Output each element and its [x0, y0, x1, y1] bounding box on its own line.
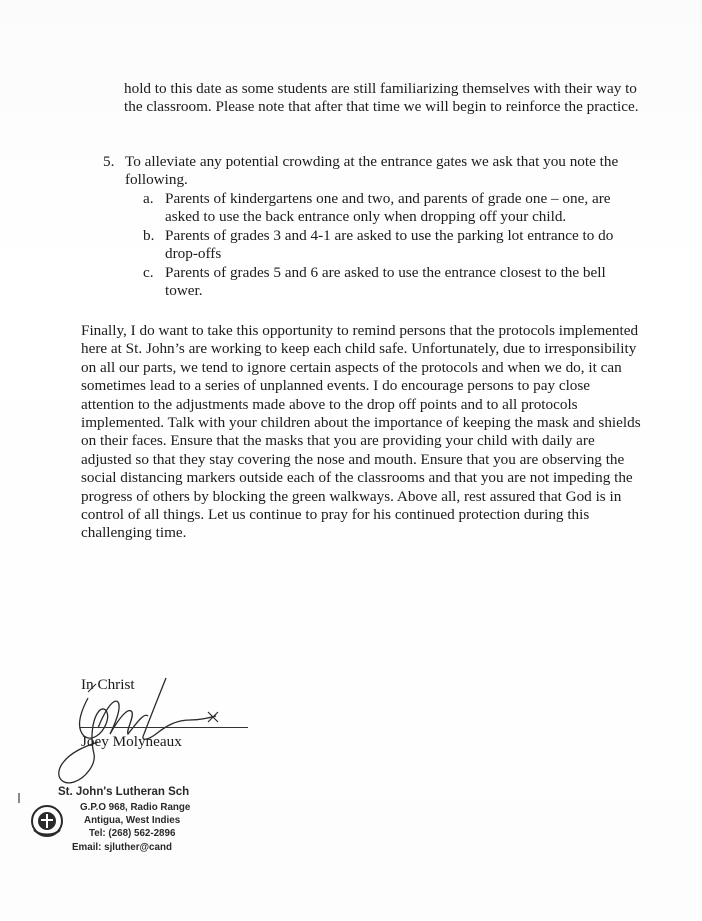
school-stamp: [28, 780, 228, 870]
stamp-address: G.P.O 968, Radio Range: [80, 802, 191, 813]
scan-mark: [18, 793, 20, 803]
stamp-email: Email: sjluther@cand: [72, 842, 172, 853]
signatory-name: Joey Molyneaux: [81, 733, 182, 750]
stamp-school-name: St. John's Lutheran Sch: [58, 786, 190, 798]
sub-item-letter: a.: [143, 190, 154, 207]
sub-item-text: Parents of grades 5 and 6 are asked to use the entrance closest to the bell tower.: [165, 263, 606, 300]
stamp-location: Antigua, West Indies: [84, 815, 181, 826]
sub-item-c: [143, 264, 643, 301]
school-seal-icon: [30, 804, 64, 838]
sub-item-text: Parents of grades 3 and 4-1 are asked to use the parking lot entrance to do drop-offs: [165, 226, 614, 263]
closing-salutation: In Christ: [81, 676, 135, 693]
signature-line: [80, 727, 248, 728]
sub-item-b: [143, 227, 643, 264]
stamp-telephone: Tel: (268) 562-2896: [89, 828, 176, 839]
list-item-intro: To alleviate any potential crowding at the entrance gates we ask that you note the following.: [125, 153, 619, 189]
sub-list: [143, 190, 643, 300]
continuation-paragraph: hold to this date as some students are still familiarizing themselves with their way to the classroom. Please note that after that time we will begin to reinforce the practice.: [124, 80, 639, 116]
sub-item-text: Parents of kindergartens one and two, and parents of grade one – one, are asked to use the back entrance only when dropping off your child.: [165, 190, 611, 226]
handwritten-signature: [40, 668, 240, 788]
sub-item-a: [143, 190, 643, 227]
list-item-number: 5.: [103, 153, 115, 170]
sub-item-letter: b.: [143, 226, 155, 244]
sub-item-letter: c.: [143, 263, 154, 281]
final-paragraph: Finally, I do want to take this opportunity to remind persons that the protocols implemented here at St. John’s are working to keep each child safe. Unfortunately, due to irresponsibility on all our parts, we tend to ignore certain aspects of the protocols and when we do, it can sometimes lead to a series of unplanned events. I do encourage persons to pay close attention to the adjustments made above to the drop off points and to all protocols implemented. Talk with your children about the importance of keeping the mask and shields on their faces. Ensure that the masks that you are providing your child with daily are adjusted so that they stay covering the nose and mouth. Ensure that you are observing the social distancing markers outside each of the classrooms and that you are not impeding the progress of others by blocking the green walkways. Above all, rest assured that God is in control of all things. Let us continue to pray for his continued protection during this challenging time.: [81, 322, 641, 542]
